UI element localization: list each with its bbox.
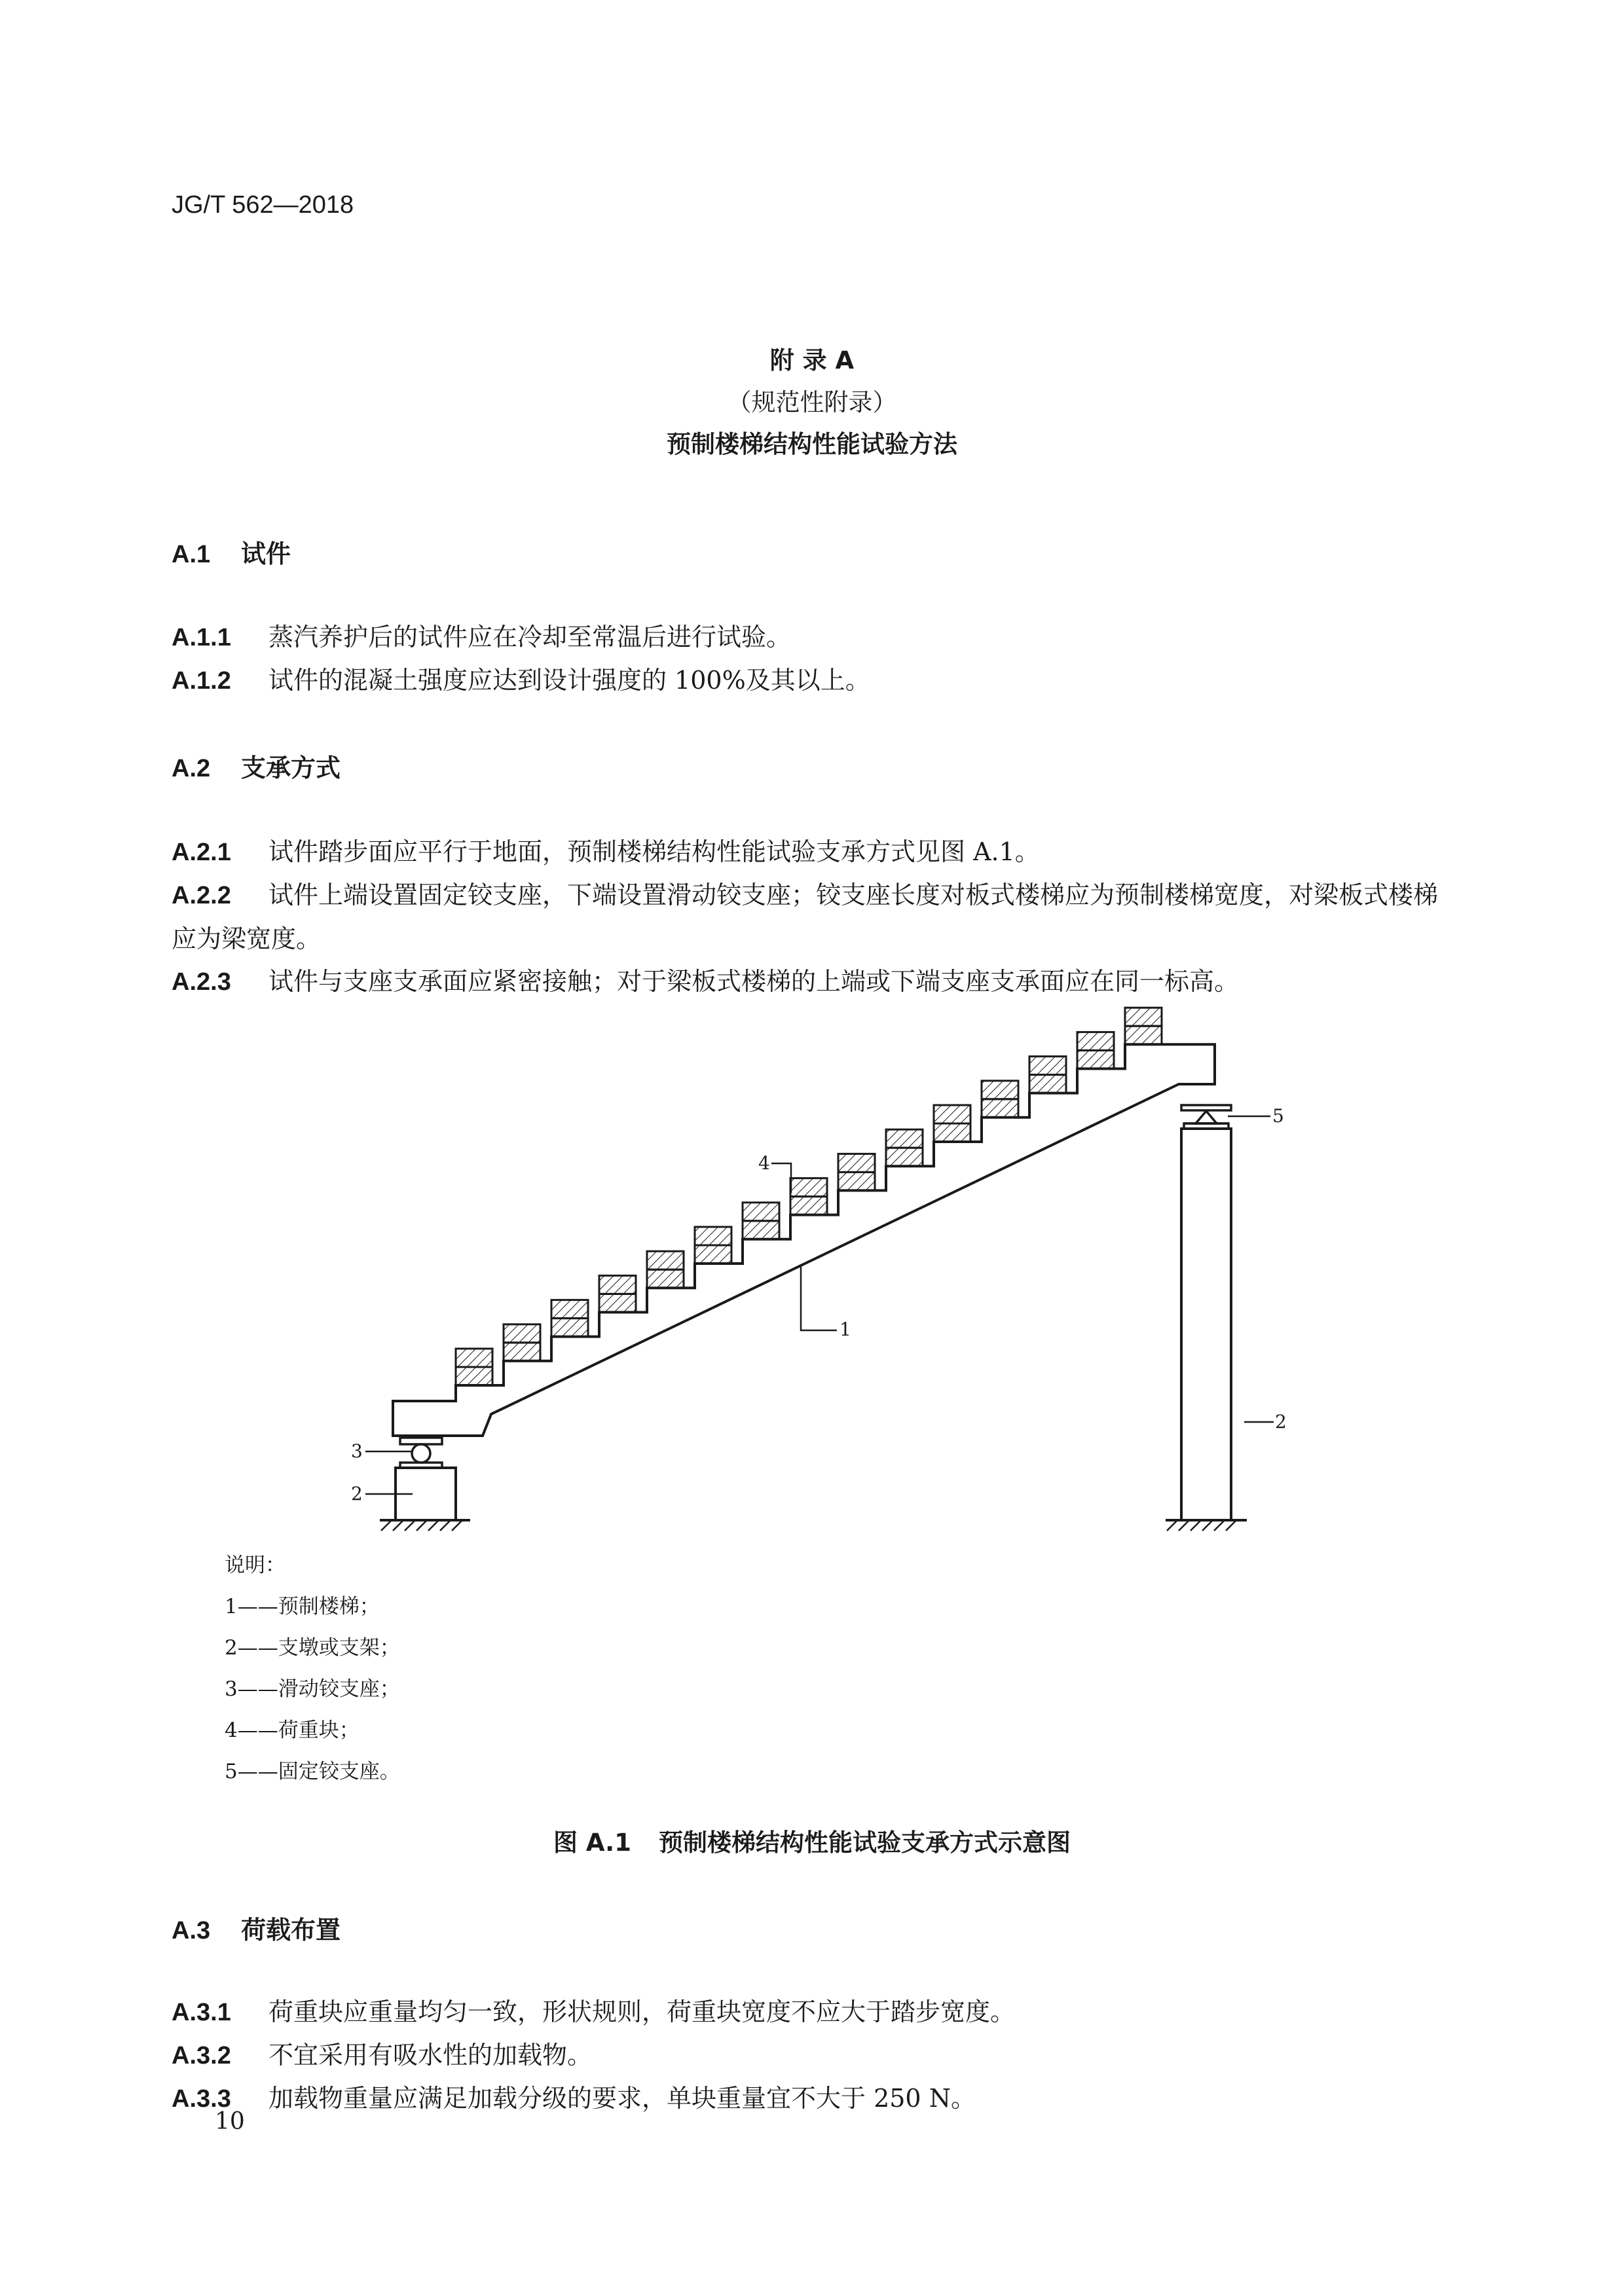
label-1: 1 xyxy=(840,1319,851,1340)
load-block xyxy=(790,1197,827,1215)
clause-text: 试件与支座支承面应紧密接触；对于梁板式楼梯的上端或下端支座支承面应在同一标高。 xyxy=(268,967,1240,996)
label-5: 5 xyxy=(1272,1105,1284,1127)
section-number: A.3 xyxy=(172,1917,211,1944)
ground-hatch xyxy=(1202,1520,1213,1531)
legend-item: 3——滑动铰支座； xyxy=(225,1677,400,1701)
clause-number: A.2.3 xyxy=(172,968,231,996)
load-block xyxy=(886,1148,923,1166)
load-block xyxy=(886,1129,923,1148)
legend-item: 4——荷重块； xyxy=(225,1719,360,1742)
load-block xyxy=(743,1221,779,1239)
load-block xyxy=(504,1343,540,1361)
section-title: 荷载布置 xyxy=(241,1916,341,1944)
load-block xyxy=(647,1251,684,1269)
clause-text: 试件的混凝土强度应达到设计强度的 100%及其以上。 xyxy=(268,666,870,695)
load-block xyxy=(1029,1057,1066,1075)
load-block xyxy=(456,1367,492,1385)
ground-hatch xyxy=(1226,1520,1236,1531)
figure-title: 预制楼梯结构性能试验支承方式示意图 xyxy=(659,1829,1071,1857)
clause-text: 不宜采用有吸水性的加载物。 xyxy=(268,2041,593,2069)
load-block xyxy=(551,1300,588,1319)
appendix-heading: 预制楼梯结构性能试验方法 xyxy=(667,430,957,458)
appendix-title: 附 录 A xyxy=(769,346,855,374)
ground-hatch xyxy=(405,1520,415,1531)
load-block xyxy=(456,1349,492,1367)
clause-a3-1 xyxy=(172,1990,1455,2034)
section-title: 试件 xyxy=(241,539,291,568)
clause-text: 试件上端设置固定铰支座，下端设置滑动铰支座；铰支座长度对板式楼梯应为预制楼梯宽度，对梁板式楼梯应为梁宽度。 xyxy=(172,881,1439,953)
load-block xyxy=(743,1203,779,1221)
section-number: A.2 xyxy=(172,755,211,782)
clause-number: A.3.3 xyxy=(172,2085,231,2113)
load-block xyxy=(982,1081,1018,1099)
clause-number: A.3.1 xyxy=(172,1999,231,2026)
section-number: A.1 xyxy=(172,541,211,568)
fixed-hinge-bearing xyxy=(1181,1105,1231,1129)
label-2-pier: 2 xyxy=(351,1483,363,1504)
sliding-hinge-bearing xyxy=(400,1438,442,1468)
clause-number: A.2.2 xyxy=(172,882,231,909)
load-block xyxy=(599,1275,636,1294)
clause-number: A.2.1 xyxy=(172,839,231,866)
load-block xyxy=(695,1227,731,1245)
load-block xyxy=(647,1269,684,1288)
ground-hatch xyxy=(452,1520,462,1531)
load-block xyxy=(599,1294,636,1312)
load-block xyxy=(1125,1026,1162,1044)
clause-a3-2 xyxy=(172,2033,1455,2077)
load-block xyxy=(1077,1050,1114,1068)
load-block xyxy=(982,1099,1018,1118)
ground-hatch xyxy=(381,1520,392,1531)
label-4: 4 xyxy=(758,1152,770,1174)
figure-number: 图 A.1 xyxy=(553,1829,631,1857)
load-block xyxy=(551,1319,588,1337)
ground-hatch xyxy=(1179,1520,1189,1531)
page-number: 10 xyxy=(215,2108,245,2135)
clause-text: 蒸汽养护后的试件应在冷却至常温后进行试验。 xyxy=(268,623,792,651)
label-3: 3 xyxy=(351,1440,363,1462)
upper-support-column xyxy=(1166,1129,1247,1520)
leader-lines xyxy=(365,1116,1274,1494)
ground-hatch xyxy=(1190,1520,1201,1531)
clause-number: A.1.1 xyxy=(172,624,231,651)
standard-code: JG/T 562—2018 xyxy=(172,191,354,219)
ground-hatch xyxy=(393,1520,403,1531)
legend-item: 2——支墩或支架； xyxy=(225,1636,400,1660)
load-block xyxy=(838,1154,875,1172)
load-block xyxy=(504,1324,540,1343)
clause-a3-3 xyxy=(172,2077,1455,2121)
precast-stair-outline xyxy=(393,1044,1215,1436)
load-blocks xyxy=(456,1008,1162,1385)
ground-hatch xyxy=(440,1520,451,1531)
load-block xyxy=(934,1105,970,1123)
legend-title: 说明： xyxy=(225,1554,286,1577)
load-block xyxy=(838,1172,875,1190)
load-block xyxy=(695,1245,731,1264)
section-a3-heading xyxy=(172,1910,341,1946)
clause-text: 荷重块应重量均匀一致，形状规则，荷重块宽度不应大于踏步宽度。 xyxy=(268,1997,1016,2026)
clause-number: A.3.2 xyxy=(172,2042,231,2069)
load-block xyxy=(934,1123,970,1142)
ground-hatch xyxy=(428,1520,439,1531)
ground-hatch xyxy=(1167,1520,1177,1531)
figure-caption xyxy=(0,1823,1624,1858)
load-block xyxy=(1077,1032,1114,1050)
clause-text: 试件踏步面应平行于地面，预制楼梯结构性能试验支承方式见图 A.1。 xyxy=(268,837,1040,866)
appendix-subtitle: （规范性附录） xyxy=(727,388,897,416)
ground-hatch xyxy=(1214,1520,1225,1531)
legend-item: 5——固定铰支座。 xyxy=(225,1760,400,1783)
label-2-column: 2 xyxy=(1275,1411,1287,1432)
load-block xyxy=(1125,1008,1162,1026)
legend-item: 1——预制楼梯； xyxy=(225,1595,380,1618)
section-title: 支承方式 xyxy=(241,754,341,782)
ground-hatch xyxy=(416,1520,427,1531)
stair-body xyxy=(393,1044,1215,1436)
ground-hatches xyxy=(381,1520,1236,1531)
load-block xyxy=(790,1178,827,1197)
clause-number: A.1.2 xyxy=(172,667,231,695)
clause-text: 加载物重量应满足加载分级的要求，单块重量宜不大于 250 N。 xyxy=(268,2084,976,2113)
load-block xyxy=(1029,1075,1066,1093)
